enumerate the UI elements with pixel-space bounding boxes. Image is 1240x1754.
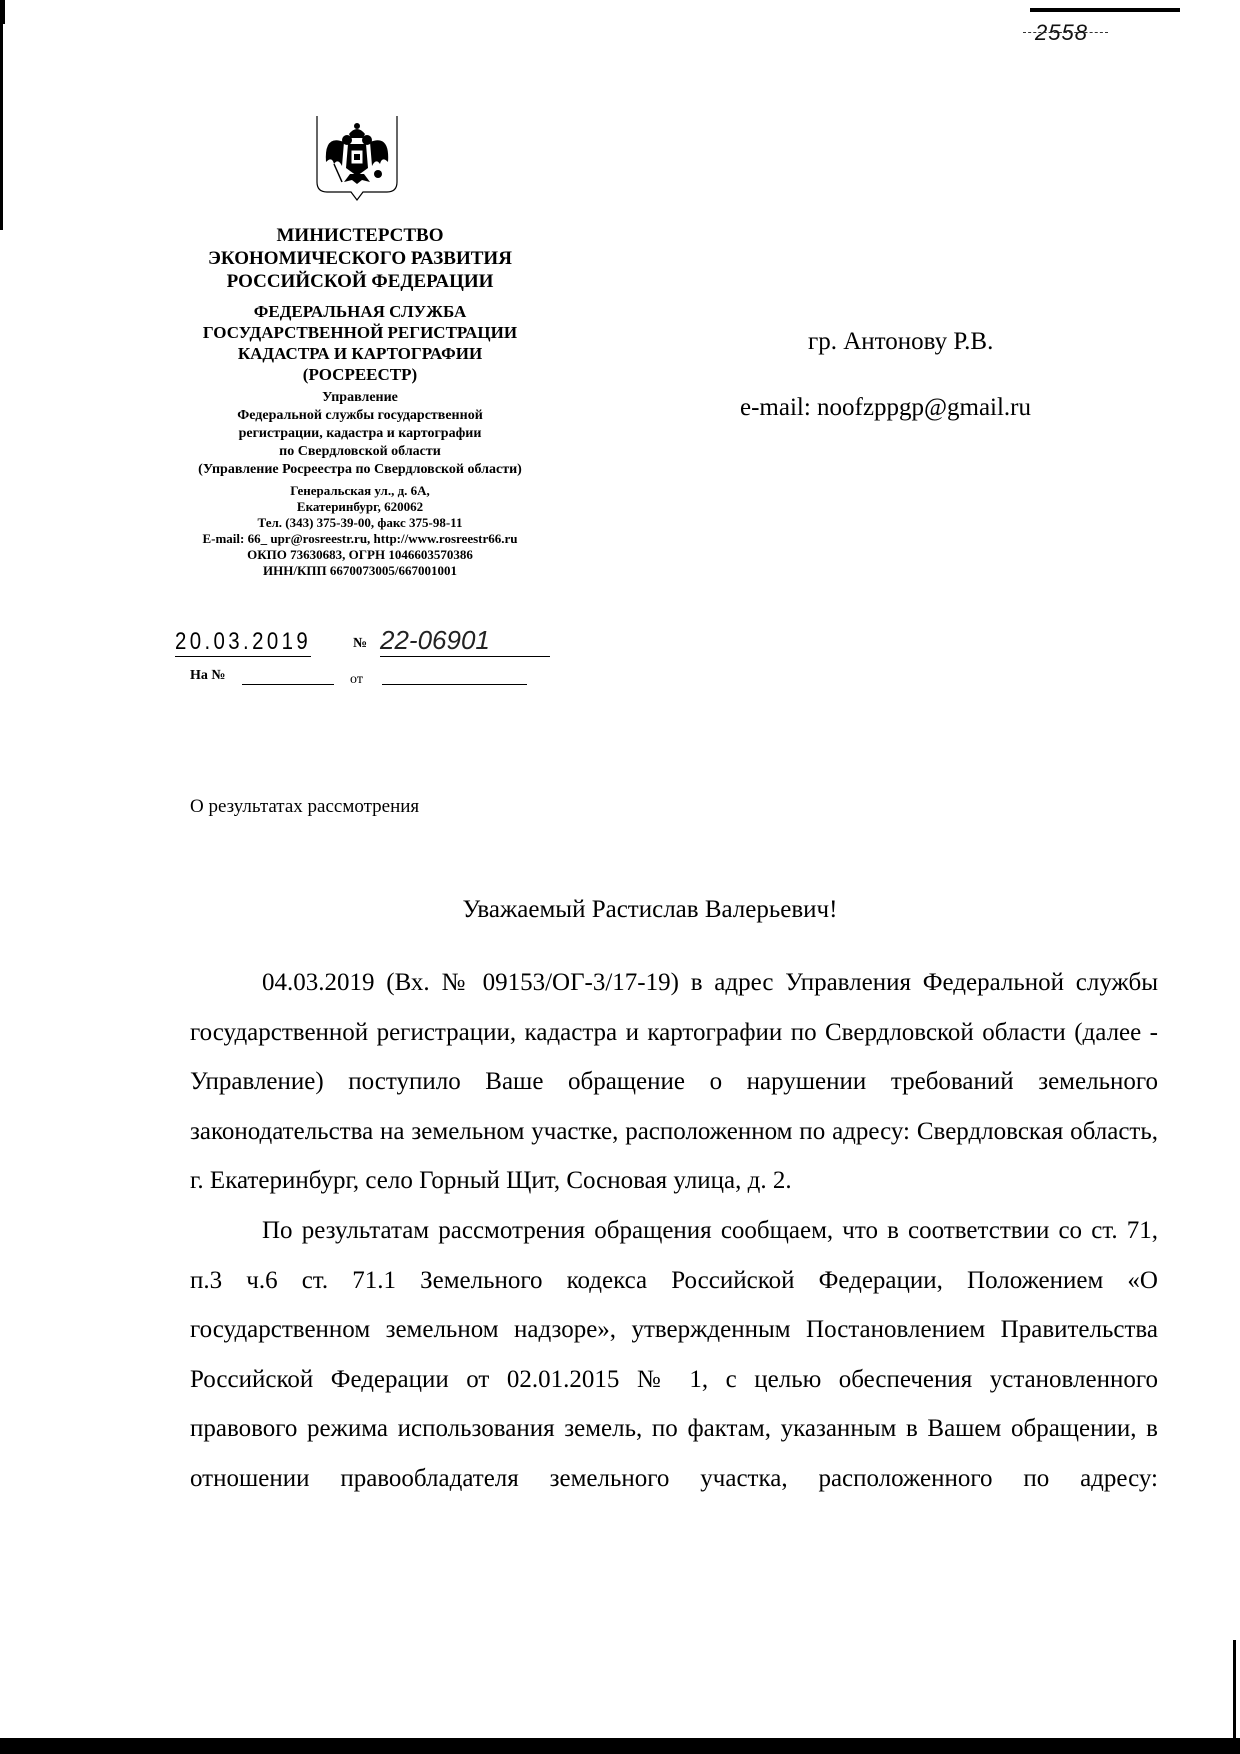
scan-border-left	[0, 0, 5, 24]
service-name: ФЕДЕРАЛЬНАЯ СЛУЖБА ГОСУДАРСТВЕННОЙ РЕГИСТРАЦИИ КАДАСТРА И КАРТОГРАФИИ (РОСРЕЕСТР)	[202, 302, 518, 384]
reference-number-field	[242, 684, 334, 685]
registration-stamp	[175, 625, 545, 658]
body-paragraph: 04.03.2019 (Вх. № 09153/ОГ-3/17-19) в адрес Управления Федеральной службы государственной регистрации, кадастра и картографии по Свердловской области (далее - Управление) поступило Ваше обращение о нарушении требований земельного законодательства на земельном участке, расположенном по адресу: Свердловская область, г. Екатеринбург, село Горный Щит, Сосновая улица, д. 2.	[190, 969, 1158, 1195]
scan-border-right	[1233, 1640, 1236, 1740]
reference-number-label: На №	[190, 668, 226, 683]
letterhead	[130, 224, 590, 579]
registration-number: 22-06901	[380, 624, 550, 657]
addressee-name: гр. Антонову Р.В.	[808, 328, 994, 355]
reference-row	[190, 668, 550, 692]
reference-from-field	[382, 684, 527, 685]
ministry-name: МИНИСТЕРСТВО ЭКОНОМИЧЕСКОГО РАЗВИТИЯ РОССИЙСКОЙ ФЕДЕРАЦИИ	[208, 225, 512, 292]
addressee-email: e-mail: noofzppgp@gmail.ru	[740, 394, 1032, 421]
registration-date: 20.03.2019	[175, 628, 312, 655]
body-paragraph: По результатам рассмотрения обращения сообщаем, что в соответствии со ст. 71, п.3 ч.6 ст. 71.1 Земельного кодекса Российской Федерации, Положением «О государственном земельном надзоре», утвержденным Постановлением Правительства Российской Федерации от 02.01.2015 № 1, с целью обеспечения установленного правового режима использования земель, по фактам, указанным в Вашем обращении, в отношении правообладателя земельного участка, расположенного по адресу:	[190, 1216, 1158, 1492]
reference-from-label: от	[350, 672, 363, 687]
salutation: Уважаемый Растислав Валерьевич!	[462, 896, 838, 923]
department-name: Управление Федеральной службы государственной регистрации, кадастра и картографии по Свердловской области (Управление Росреестра по Свердловской области)	[198, 390, 522, 477]
russian-coat-of-arms-icon	[314, 112, 400, 208]
department-contacts: Генеральская ул., д. 6А, Екатеринбург, 620062 Тел. (343) 375-39-00, факс 375-98-11 E-mail: 66_ upr@rosreestr.ru, http://www.rosreestr66.ru ОКПО 73630683, ОГРН 1046603570386 ИНН/КПП 6670073005/667001001	[202, 483, 518, 578]
registration-number-label: №	[353, 636, 368, 651]
letter-body	[190, 958, 1158, 1504]
scan-border-top	[1030, 8, 1180, 12]
handwritten-page-number: 2558	[1035, 20, 1088, 45]
scan-border-left	[0, 24, 3, 230]
letter-subject: О результатах рассмотрения	[190, 796, 420, 817]
scan-border-bottom	[0, 1738, 1240, 1754]
